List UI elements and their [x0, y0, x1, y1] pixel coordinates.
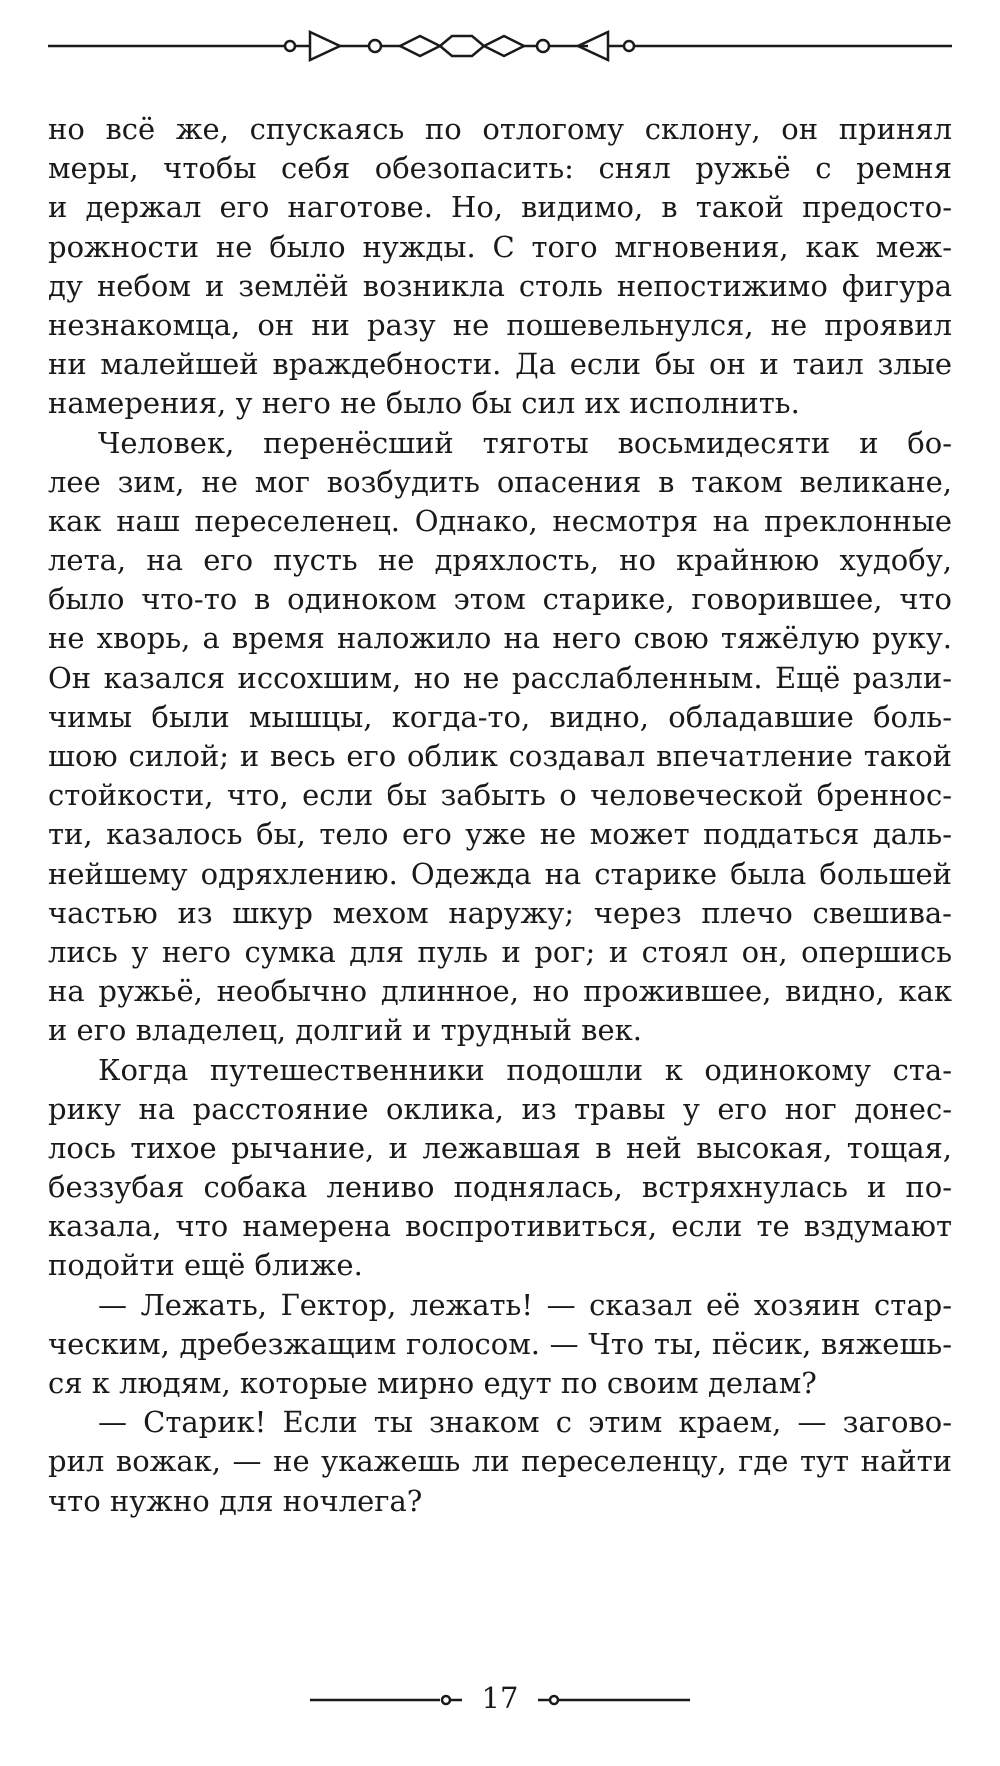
text-line: ти, казалось бы, тело его уже не может поддаться даль-	[48, 817, 952, 852]
text-line: не хворь, а время наложило на него свою тяжёлую руку.	[48, 621, 952, 656]
text-line: но всё же, спускаясь по отлогому склону, он принял	[48, 112, 952, 146]
text-line: ни малейшей враждебности. Да если бы он и таил злые	[48, 347, 952, 382]
text-line: лись у него сумка для пуль и рог; и стоял он, опершись	[48, 934, 952, 969]
text-line: рожности не было нужды. С того мгновения, как меж-	[48, 229, 952, 264]
text-line: было что-то в одиноком этом старике, говорившее, что	[48, 582, 952, 617]
text-line: подойти ещё ближе.	[48, 1248, 363, 1283]
text-line: Он казался иссохшим, но не расслабленным. Ещё разли-	[48, 660, 952, 695]
text-line: на ружьё, необычно длинное, но прожившее, видно, как	[48, 974, 952, 1009]
text-line: Когда путешественники подошли к одинокому ста-	[98, 1052, 952, 1087]
text-line: Человек, перенёсший тяготы восьмидесяти и бо-	[98, 425, 952, 460]
page-footer	[0, 1678, 1000, 1718]
text-line: лее зим, не мог возбудить опасения в таком великане,	[48, 464, 952, 499]
text-line: что нужно для ночлега?	[48, 1483, 423, 1518]
text-line: ду небом и землёй возникла столь непостижимо фигура	[48, 268, 952, 303]
text-line: лета, на его пусть не дряхлость, но крайнюю худобу,	[48, 543, 952, 578]
text-line: меры, чтобы себя обезопасить: снял ружьё с ремня	[48, 151, 952, 186]
text-line: как наш переселенец. Однако, несмотря на преклонные	[48, 503, 952, 538]
text-line: и его владелец, долгий и трудный век.	[48, 1013, 642, 1048]
text-line: — Лежать, Гектор, лежать! — сказал её хозяин стар-	[98, 1287, 952, 1322]
text-line: нейшему одряхлению. Одежда на старике была большей	[48, 856, 952, 891]
text-line: — Старик! Если ты знаком с этим краем, — загово-	[98, 1405, 952, 1440]
text-line: намерения, у него не было бы сил их исполнить.	[48, 386, 800, 421]
header-ornament	[48, 26, 952, 66]
page-number: 17	[470, 1678, 530, 1718]
text-line: рику на расстояние оклика, из травы у его ног донес-	[48, 1091, 952, 1126]
text-line: незнакомца, он ни разу не пошевельнулся, не проявил	[48, 307, 952, 342]
body-text	[48, 110, 952, 1521]
text-line: и держал его наготове. Но, видимо, в такой предосто-	[48, 190, 952, 225]
text-line: чимы были мышцы, когда-то, видно, обладавшие боль-	[48, 699, 952, 734]
text-line: стойкости, что, если бы забыть о человеческой бреннос-	[48, 778, 952, 813]
text-line: частью из шкур мехом наружу; через плечо свешива-	[48, 895, 952, 930]
text-line: рил вожак, — не укажешь ли переселенцу, где тут найти	[48, 1444, 952, 1479]
text-line: ся к людям, которые мирно едут по своим делам?	[48, 1366, 817, 1400]
text-line: беззубая собака лениво поднялась, встряхнулась и по-	[48, 1170, 952, 1205]
text-line: казала, что намерена воспротивиться, если те вздумают	[48, 1209, 952, 1244]
text-line: лось тихое рычание, и лежавшая в ней высокая, тощая,	[48, 1130, 952, 1165]
text-line: ческим, дребезжащим голосом. — Что ты, пёсик, вяжешь-	[48, 1326, 952, 1361]
text-line: шою силой; и весь его облик создавал впечатление такой	[48, 739, 952, 773]
